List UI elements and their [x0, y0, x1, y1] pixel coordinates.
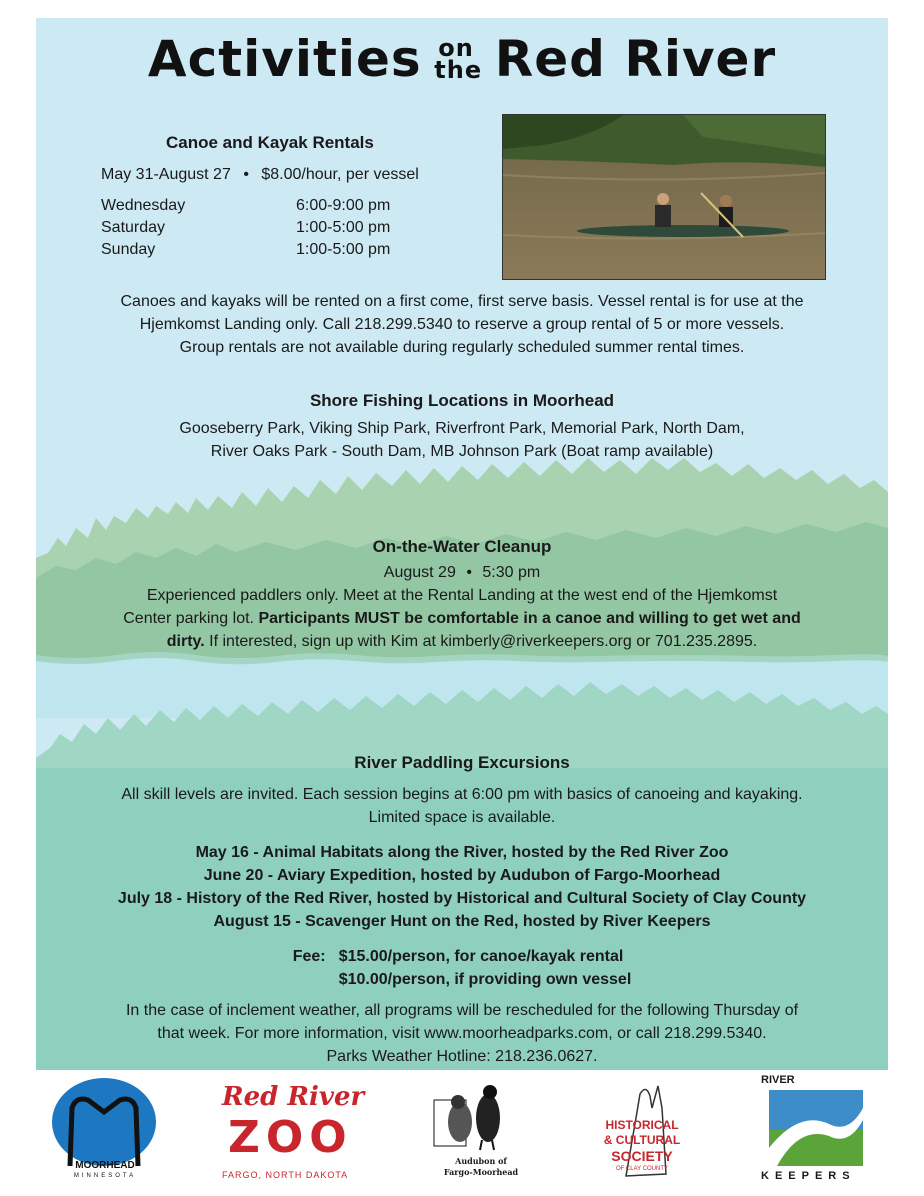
canoe-desc-line: Canoes and kayaks will be rented on a first come, first serve basis. Vessel rental is for use at the [120, 293, 804, 310]
canoe-dates-price [101, 163, 419, 186]
river-keepers-logo [761, 1074, 871, 1186]
page-title [36, 30, 888, 88]
schedule-row [101, 238, 390, 260]
moorhead-logo [50, 1078, 160, 1188]
cleanup-line [36, 607, 888, 630]
bullet: • [466, 564, 472, 581]
cleanup-heading: On-the-Water Cleanup [372, 537, 552, 556]
schedule-day: Wednesday [101, 197, 186, 214]
fishing-line: River Oaks Park - South Dam, MB Johnson Park (Boat ramp available) [210, 443, 714, 460]
schedule-day: Sunday [101, 241, 156, 258]
historical-sub: OF CLAY COUNTY [615, 1166, 669, 1172]
canoe-desc-line: Group rentals are not available during regularly scheduled summer rental times. [179, 339, 745, 356]
cleanup-section [36, 537, 888, 653]
zoo-word: ZOO [228, 1112, 353, 1163]
zoo-title: Red River [222, 1082, 365, 1112]
schedule-time: 1:00-5:00 pm [296, 241, 391, 258]
historical-society-logo [588, 1078, 698, 1188]
audubon-line: Fargo-Moorhead [443, 1167, 519, 1177]
canoe-price: $8.00/hour, per vessel [261, 166, 419, 183]
cleanup-emphasis: dirty. [166, 633, 205, 650]
event-item: May 16 - Animal Habitats along the River, hosted by the Red River Zoo [195, 844, 729, 861]
schedule-row [101, 194, 390, 216]
historical-line: HISTORICAL [605, 1118, 679, 1132]
closing-line: Parks Weather Hotline: 218.236.0627. [326, 1048, 598, 1065]
canoe-heading: Canoe and Kayak Rentals [166, 133, 374, 152]
moorhead-name: MOORHEAD [75, 1160, 135, 1171]
fee-item: $10.00/person, if providing own vessel [338, 971, 632, 988]
fee-item: $15.00/person, for canoe/kayak rental [338, 948, 624, 965]
schedule-row [101, 216, 390, 238]
paddling-heading: River Paddling Excursions [354, 753, 570, 772]
paddling-intro-line: All skill levels are invited. Each session begins at 6:00 pm with basics of canoeing and kayaking. [121, 786, 803, 803]
cleanup-time: 5:30 pm [482, 564, 541, 581]
historical-line: SOCIETY [611, 1148, 673, 1164]
bird-icon [426, 1078, 536, 1154]
red-river-zoo-logo [214, 1078, 374, 1188]
cleanup-text: Center parking lot. [123, 610, 259, 627]
schedule-time: 1:00-5:00 pm [296, 219, 391, 236]
cleanup-emphasis: Participants MUST be comfortable in a canoe and willing to get wet and [258, 610, 801, 627]
sponsor-logos [36, 1070, 888, 1196]
paddling-section [36, 753, 888, 1068]
fishing-heading: Shore Fishing Locations in Moorhead [309, 391, 615, 410]
canoe-schedule [101, 194, 390, 260]
title-red-river: Red River [494, 30, 777, 88]
moorhead-emblem [50, 1078, 160, 1170]
fee-block [293, 945, 632, 991]
canoe-desc-line: Hjemkomst Landing only. Call 218.299.5340 to reserve a group rental of 5 or more vessels. [139, 316, 785, 333]
schedule-day: Saturday [101, 219, 166, 236]
cleanup-line [36, 630, 888, 653]
title-activities: Activities [147, 30, 422, 88]
rk-top: RIVER [761, 1074, 795, 1086]
cleanup-contact: If interested, sign up with Kim at kimberly@riverkeepers.org or 701.235.2895. [204, 633, 758, 650]
event-item: August 15 - Scavenger Hunt on the Red, hosted by River Keepers [213, 913, 711, 930]
audubon-logo [426, 1078, 536, 1188]
cleanup-line: Experienced paddlers only. Meet at the Rental Landing at the west end of the Hjemkomst [146, 587, 778, 604]
audubon-line: Audubon of [455, 1156, 507, 1166]
schedule-time: 6:00-9:00 pm [296, 197, 391, 214]
canoe-dates: May 31-August 27 [101, 166, 231, 183]
title-on-the: on the [434, 34, 483, 84]
fishing-line: Gooseberry Park, Viking Ship Park, Riverfront Park, Memorial Park, North Dam, [179, 420, 745, 437]
kayak-photo-image [503, 115, 825, 279]
zoo-location: FARGO, NORTH DAKOTA [222, 1170, 349, 1180]
kayak-photo [502, 114, 826, 280]
paddling-intro-line: Limited space is available. [368, 809, 556, 826]
event-item: July 18 - History of the Red River, hosted by Historical and Cultural Society of Clay County [117, 890, 807, 907]
cleanup-date-time [36, 561, 888, 584]
event-item: June 20 - Aviary Expedition, hosted by Audubon of Fargo-Moorhead [203, 867, 721, 884]
historical-line: & CULTURAL [603, 1133, 681, 1147]
canoe-description [36, 290, 888, 359]
fee-label: Fee: [292, 948, 326, 965]
river-icon [769, 1090, 863, 1166]
cleanup-date: August 29 [383, 564, 456, 581]
closing-line: In the case of inclement weather, all programs will be rescheduled for the following Thursday of [125, 1002, 799, 1019]
bullet: • [243, 166, 249, 183]
closing-line: that week. For more information, visit www.moorheadparks.com, or call 218.299.5340. [157, 1025, 767, 1042]
fishing-section [36, 391, 888, 463]
moorhead-sub: MINNESOTA [73, 1173, 137, 1179]
rk-bottom: KEEPERS [761, 1170, 856, 1182]
